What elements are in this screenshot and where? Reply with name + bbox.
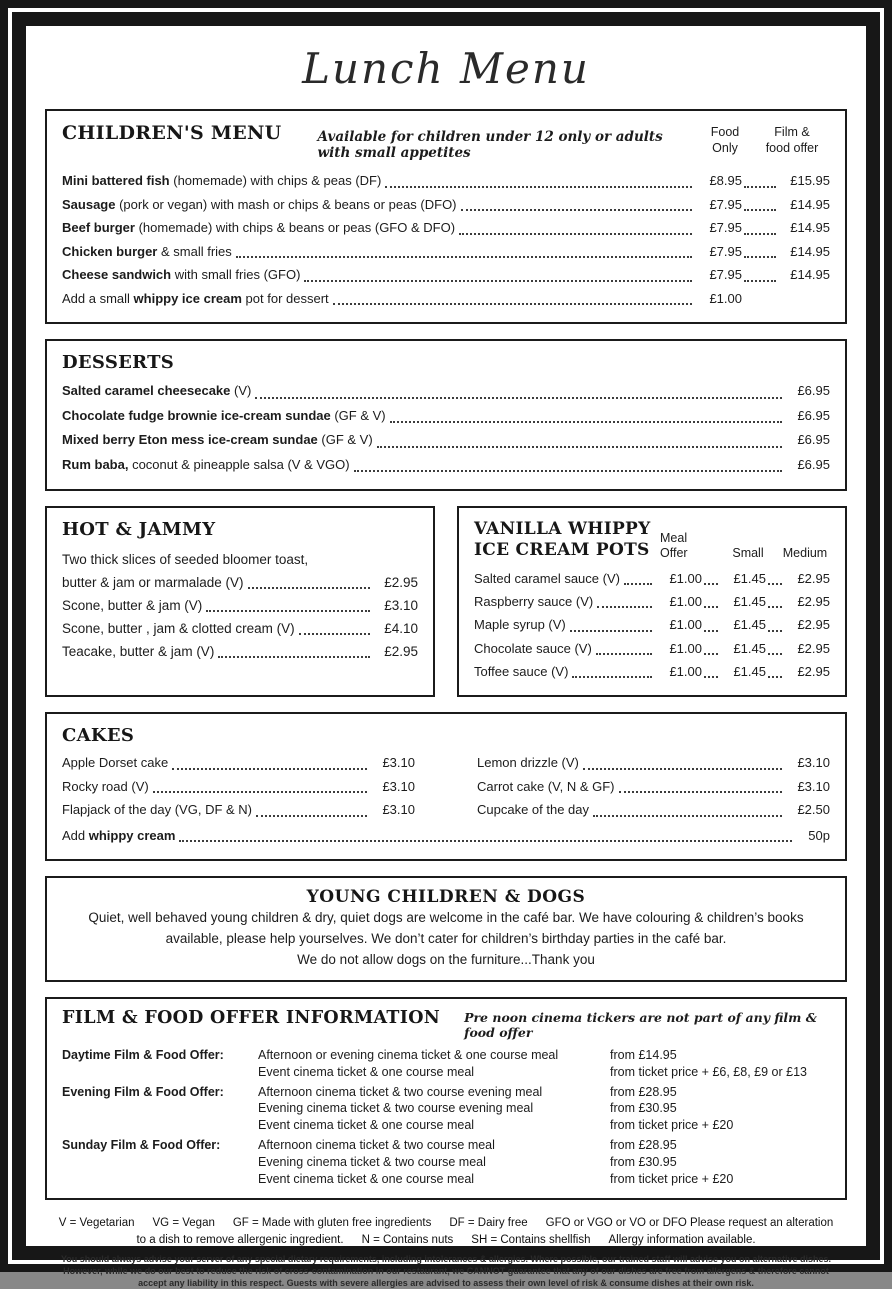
- allergy-legend: [45, 1215, 847, 1249]
- dot-leader: [248, 587, 370, 589]
- price-meal-offer: £1.00: [669, 594, 702, 610]
- dot-leader: [390, 421, 782, 423]
- price-film-offer: £14.95: [790, 196, 830, 212]
- offer-row: [258, 1064, 830, 1081]
- dot-leader: [153, 791, 367, 793]
- item-name: Flapjack of the day (VG, DF & N): [62, 802, 253, 818]
- price-film-offer: £14.95: [790, 267, 830, 282]
- item-price: £2.95: [384, 644, 418, 659]
- item-price: £6.95: [797, 383, 830, 398]
- offer-price: from £14.95: [610, 1048, 677, 1063]
- item-name: Maple syrup (V): [474, 617, 566, 633]
- section-heading: CHILDREN'S MENU: [62, 122, 282, 144]
- menu-item-row: [62, 594, 418, 617]
- item-price: £4.10: [384, 621, 418, 636]
- dot-separator: [704, 630, 718, 632]
- menu-item-row: [62, 824, 830, 848]
- offer-group: [62, 1084, 830, 1134]
- price-small: £1.45: [733, 617, 766, 633]
- notice-text: available, please help yourselves. We don’t cater for children’s birthday parties in the café bar.: [165, 931, 727, 947]
- dot-leader: [179, 840, 792, 842]
- dot-separator: [704, 583, 718, 585]
- item-price: £3.10: [382, 755, 415, 771]
- item-name: Beef burger (homemade) with chips & beans or peas (GFO & DFO): [62, 220, 456, 235]
- item-name: Mini battered fish (homemade) with chips & peas (DF): [62, 173, 382, 188]
- offer-description: Event cinema ticket & one course meal: [258, 1171, 475, 1186]
- dot-leader: [459, 233, 692, 235]
- price-small: £1.45: [733, 571, 766, 586]
- item-price: £3.10: [382, 802, 415, 818]
- menu-item-row: [62, 617, 418, 640]
- legend-line-1: V = Vegetarian VG = Vegan GF = Made with gluten free ingredients DF = Dairy free GFO or VGO or VO or DFO Please request an alteration: [58, 1217, 834, 1230]
- menu-item-row: [477, 798, 830, 822]
- dot-separator: [744, 256, 776, 258]
- price-meal-offer: £1.00: [669, 617, 702, 633]
- price-film-offer: £15.95: [790, 173, 830, 188]
- item-name: Sausage (pork or vegan) with mash or chips & beans or peas (DFO): [62, 196, 457, 212]
- menu-item-row: [477, 775, 830, 799]
- dot-separator: [704, 676, 718, 678]
- section-heading: HOT & JAMMY: [62, 519, 216, 540]
- offer-description: Event cinema ticket & one course meal: [258, 1064, 475, 1079]
- dot-leader: [255, 397, 782, 399]
- dot-separator: [768, 583, 782, 585]
- offer-description: Evening cinema ticket & two course evening meal: [258, 1101, 534, 1116]
- dot-leader: [172, 768, 367, 770]
- offer-row: [258, 1117, 830, 1134]
- section-desserts: [45, 339, 847, 491]
- dot-leader: [461, 209, 692, 211]
- dot-leader: [304, 280, 692, 282]
- menu-item-row: [62, 428, 830, 453]
- dot-leader: [572, 676, 652, 678]
- menu-item-row: [474, 660, 830, 683]
- menu-item-row: [62, 404, 830, 429]
- offer-price: from £30.95: [610, 1154, 677, 1169]
- offer-price: from £30.95: [610, 1101, 677, 1116]
- offer-label: Evening Film & Food Offer:: [62, 1084, 224, 1099]
- offer-price: from ticket price + £6, £8, £9 or £13: [610, 1064, 807, 1079]
- price-meal-offer: £1.00: [669, 640, 702, 656]
- price-small: £1.45: [733, 640, 766, 656]
- item-name: Add whippy cream: [62, 827, 176, 843]
- item-name: Mixed berry Eton mess ice-cream sundae (GF & V): [62, 432, 373, 447]
- price-food-only: £8.95: [709, 173, 742, 188]
- menu-item-row: [62, 287, 830, 311]
- item-price: £3.10: [797, 755, 830, 771]
- section-cakes: [45, 712, 847, 861]
- offer-row: [258, 1137, 830, 1154]
- menu-item-row: [62, 240, 830, 264]
- item-name: Scone, butter & jam (V): [62, 598, 203, 613]
- item-intro: Two thick slices of seeded bloomer toast,: [62, 552, 309, 567]
- item-name: butter & jam or marmalade (V): [62, 575, 244, 590]
- menu-item-row: [62, 751, 415, 775]
- offer-description: Event cinema ticket & one course meal: [258, 1118, 475, 1133]
- price-meal-offer: £1.00: [669, 663, 702, 679]
- menu-item-row: [62, 379, 830, 404]
- offer-row: [258, 1084, 830, 1101]
- item-name: Rocky road (V): [62, 778, 149, 794]
- offer-price: from £28.95: [610, 1138, 677, 1152]
- legend-line-2: to a dish to remove allergenic ingredient. N = Contains nuts SH = Contains shellfish Allergy information available.: [136, 1234, 756, 1247]
- dot-leader: [333, 303, 692, 305]
- column-header-food-only: Food Only: [710, 125, 740, 155]
- price-medium: £2.95: [797, 663, 830, 679]
- menu-item-row: [62, 216, 830, 240]
- item-name: Apple Dorset cake: [62, 755, 169, 771]
- price-food-only: £7.95: [709, 196, 742, 212]
- dot-leader: [354, 470, 782, 472]
- section-heading: FILM & FOOD OFFER INFORMATION: [62, 1008, 441, 1029]
- menu-item-row: [474, 613, 830, 636]
- dot-leader: [596, 653, 652, 655]
- offer-label: Sunday Film & Food Offer:: [62, 1138, 221, 1152]
- menu-item-row: [474, 590, 830, 613]
- dot-leader: [218, 656, 370, 658]
- offer-row: [258, 1154, 830, 1171]
- section-whippy-ice-cream-pots: [457, 506, 847, 697]
- dot-leader: [583, 768, 782, 770]
- menu-item-row: [62, 775, 415, 799]
- menu-item-row: [62, 263, 830, 287]
- column-header-meal-offer: Meal Offer: [660, 531, 688, 560]
- price-small: £1.45: [733, 663, 766, 679]
- item-name: Scone, butter , jam & clotted cream (V): [62, 621, 295, 636]
- column-header-small: Small: [732, 546, 764, 560]
- dot-leader: [624, 583, 652, 585]
- section-heading: VANILLA WHIPPY ICE CREAM POTS: [474, 519, 651, 560]
- dot-leader: [377, 446, 782, 448]
- section-young-children-and-dogs: [45, 876, 847, 982]
- menu-item-row: [474, 637, 830, 660]
- item-price: £6.95: [797, 407, 830, 423]
- item-name: Salted caramel cheesecake (V): [62, 383, 252, 398]
- offer-row: [258, 1047, 830, 1064]
- dot-separator: [768, 630, 782, 632]
- offer-price: from ticket price + £20: [610, 1118, 734, 1133]
- item-name: Chocolate fudge brownie ice-cream sundae (GF & V): [62, 407, 386, 423]
- dot-leader: [256, 815, 367, 817]
- menu-item-row: [62, 453, 830, 478]
- item-name: Rum baba, coconut & pineapple salsa (V & VGO): [62, 456, 350, 472]
- menu-item-row: [477, 751, 830, 775]
- dot-leader: [619, 791, 783, 793]
- dot-leader: [570, 630, 652, 632]
- offer-description: Afternoon cinema ticket & two course meal: [258, 1138, 495, 1152]
- item-price: 50p: [808, 827, 830, 843]
- item-price: £6.95: [797, 456, 830, 472]
- price-small: £1.45: [733, 594, 766, 610]
- dot-separator: [744, 233, 776, 235]
- offer-group: [62, 1137, 830, 1187]
- price-medium: £2.95: [797, 617, 830, 633]
- column-header-film-offer: Film & food offer: [765, 125, 819, 155]
- menu-item-row: [62, 571, 418, 594]
- price-film-offer: £14.95: [790, 220, 830, 235]
- menu-item-row: [474, 567, 830, 590]
- offer-group: [62, 1047, 830, 1081]
- section-subtitle: Available for children under 12 only or adults with small appetites: [317, 129, 663, 161]
- price-food-only: £1.00: [709, 290, 742, 306]
- dot-separator: [704, 653, 718, 655]
- page-title: Lunch Menu: [302, 44, 590, 93]
- item-price: £6.95: [797, 432, 830, 447]
- section-subtitle: Pre noon cinema tickers are not part of any film & food offer: [464, 1010, 818, 1041]
- notice-text: Quiet, well behaved young children & dry, quiet dogs are welcome in the café bar. We have colouring & children’s books: [88, 910, 804, 926]
- offer-row: [258, 1100, 830, 1117]
- offer-description: Evening cinema ticket & two course meal: [258, 1154, 486, 1169]
- menu-page: [26, 26, 866, 1288]
- offer-price: from ticket price + £20: [610, 1171, 734, 1186]
- offer-label: Daytime Film & Food Offer:: [62, 1048, 224, 1063]
- dot-separator: [744, 209, 776, 211]
- item-price: £3.10: [382, 778, 415, 794]
- menu-item-row: [62, 798, 415, 822]
- item-price: £2.95: [384, 575, 418, 590]
- item-name: Salted caramel sauce (V): [474, 571, 620, 586]
- dot-leader: [593, 815, 782, 817]
- item-price: £3.10: [384, 598, 418, 613]
- menu-item-row: [62, 193, 830, 217]
- menu-item-row: [62, 640, 418, 663]
- dot-separator: [768, 606, 782, 608]
- item-name: Toffee sauce (V): [474, 663, 569, 679]
- item-name: Raspberry sauce (V): [474, 594, 594, 610]
- price-food-only: £7.95: [709, 243, 742, 259]
- offer-row: [258, 1171, 830, 1188]
- item-price: £3.10: [797, 778, 830, 794]
- dot-leader: [299, 633, 370, 635]
- item-name: Cheese sandwich with small fries (GFO): [62, 267, 301, 282]
- price-medium: £2.95: [797, 571, 830, 586]
- price-medium: £2.95: [797, 594, 830, 610]
- dot-leader: [236, 256, 692, 258]
- item-name: Chicken burger & small fries: [62, 243, 232, 259]
- item-name: Carrot cake (V, N & GF): [477, 778, 615, 794]
- dot-separator: [704, 606, 718, 608]
- item-name: Cupcake of the day: [477, 802, 590, 818]
- price-food-only: £7.95: [709, 220, 742, 235]
- dot-leader: [206, 610, 370, 612]
- price-food-only: £7.95: [709, 267, 742, 282]
- notice-text: We do not allow dogs on the furniture...Thank you: [297, 952, 595, 968]
- price-film-offer: £14.95: [790, 243, 830, 259]
- price-medium: £2.95: [797, 640, 830, 656]
- menu-item-row: [62, 169, 830, 193]
- price-meal-offer: £1.00: [669, 571, 702, 586]
- allergy-disclaimer: You should always advise your server of any special dietary requirements, including intolerances & allergies. Where possible, our trained staff will advise you on alternative dishes. However, while we do our best to reduce the risk of cross-contamination in our restaurant, we CANNOT guarantee that any of our dishes are free from allergens & therefore cannot accept any liability in this respect. Guests with severe allergies are advised to assess their own level of risk & consume dishes at their own risk.: [60, 1254, 832, 1288]
- dot-leader: [597, 606, 652, 608]
- section-hot-and-jammy: [45, 506, 435, 697]
- item-price: £2.50: [797, 802, 830, 818]
- offer-description: Afternoon cinema ticket & two course evening meal: [258, 1084, 543, 1099]
- section-heading: DESSERTS: [62, 352, 175, 373]
- offer-price: from £28.95: [610, 1084, 677, 1099]
- section-heading: CAKES: [62, 725, 135, 747]
- item-name: Add a small whippy ice cream pot for dessert: [62, 290, 329, 306]
- dot-separator: [744, 186, 776, 188]
- dot-separator: [744, 280, 776, 282]
- section-heading: YOUNG CHILDREN & DOGS: [306, 887, 586, 908]
- section-film-and-food-offer: [45, 997, 847, 1200]
- item-name: Lemon drizzle (V): [477, 755, 579, 771]
- item-name: Teacake, butter & jam (V): [62, 644, 215, 659]
- dot-separator: [768, 653, 782, 655]
- cakes-left-column: [62, 751, 415, 822]
- section-childrens-menu: [45, 109, 847, 324]
- cakes-right-column: [477, 751, 830, 822]
- dot-leader: [385, 186, 692, 188]
- column-header-medium: Medium: [782, 546, 828, 560]
- item-name: Chocolate sauce (V): [474, 640, 592, 656]
- offer-description: Afternoon or evening cinema ticket & one course meal: [258, 1048, 559, 1063]
- dot-separator: [768, 676, 782, 678]
